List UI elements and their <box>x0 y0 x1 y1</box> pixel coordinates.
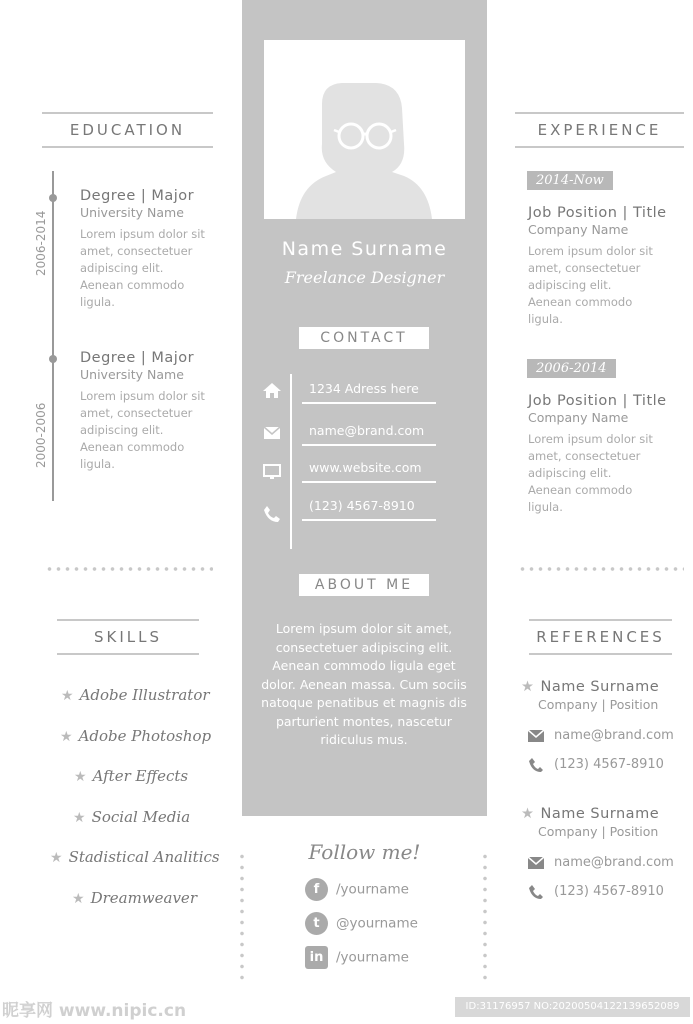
star-icon: ★ <box>521 806 535 822</box>
twitter-icon: t <box>305 912 328 935</box>
education-entry <box>80 188 230 311</box>
star-icon: ★ <box>60 729 73 745</box>
watermark-id: ID:31176957 NO:20200504122139652089 <box>455 997 690 1017</box>
star-icon: ★ <box>521 679 535 695</box>
education-description: Lorem ipsum dolor sit amet, consectetuer adipiscing elit. Aenean commodo ligula. <box>80 227 205 309</box>
social-linkedin[interactable]: in /yourname <box>305 946 409 969</box>
watermark-logo: 昵享网 www.nipic.cn <box>2 1001 187 1021</box>
job-title: Job Position | Title <box>528 393 667 409</box>
reference-name: Name Surname <box>540 806 660 822</box>
email-icon <box>527 729 545 743</box>
contact-phone: (123) 4567-8910 <box>302 498 436 521</box>
star-icon: ★ <box>72 891 85 907</box>
job-description: Lorem ipsum dolor sit amet, consectetuer adipiscing elit. Aenean commodo ligula. <box>528 432 653 514</box>
reference-email[interactable]: name@brand.com <box>554 855 674 870</box>
education-title: EDUCATION <box>42 112 213 148</box>
dotted-divider <box>45 567 213 571</box>
education-years: 2006-2014 <box>34 210 48 276</box>
about-title: ABOUT ME <box>299 574 429 596</box>
experience-years-tag: 2006-2014 <box>527 359 616 378</box>
dotted-divider <box>240 851 244 981</box>
about-text: Lorem ipsum dolor sit amet, consectetuer adipiscing elit. Aenean commodo ligula eget dolor. Aenean massa. Cum sociis natoque penatibus et magnis dis parturient montes, nascetur ridiculus mus. <box>261 621 467 747</box>
phone-icon <box>262 505 282 523</box>
star-icon: ★ <box>73 810 86 826</box>
experience-entry <box>528 393 688 516</box>
reference-phone: (123) 4567-8910 <box>554 884 664 899</box>
reference-entry <box>521 806 691 839</box>
email-icon <box>527 856 545 870</box>
linkedin-icon: in <box>305 946 328 969</box>
education-degree: Degree | Major <box>80 188 195 204</box>
profile-role: Freelance Designer <box>284 268 445 287</box>
monitor-icon <box>262 463 282 481</box>
reference-name: Name Surname <box>540 679 660 695</box>
avatar-icon <box>264 40 465 219</box>
timeline-dot <box>49 355 57 363</box>
reference-position: Company | Position <box>538 824 659 839</box>
profile-photo <box>264 40 465 219</box>
facebook-icon: f <box>305 878 328 901</box>
experience-entry <box>528 205 688 328</box>
education-degree: Degree | Major <box>80 350 195 366</box>
skill-item: ★ Stadistical Analitics <box>50 848 220 866</box>
contact-email[interactable]: name@brand.com <box>302 423 436 446</box>
job-company: Company Name <box>528 222 629 237</box>
contact-website[interactable]: www.website.com <box>302 460 436 483</box>
education-school: University Name <box>80 367 184 382</box>
reference-position: Company | Position <box>538 697 659 712</box>
profile-name: Name Surname <box>281 238 448 260</box>
phone-icon <box>528 757 544 773</box>
contact-divider <box>290 374 292 549</box>
experience-years-tag: 2014-Now <box>527 171 613 190</box>
education-entry <box>80 350 230 473</box>
social-facebook[interactable]: f /yourname <box>305 878 409 901</box>
skill-item: ★ Dreamweaver <box>72 889 197 907</box>
contact-title: CONTACT <box>299 327 429 349</box>
star-icon: ★ <box>61 688 74 704</box>
job-description: Lorem ipsum dolor sit amet, consectetuer adipiscing elit. Aenean commodo ligula. <box>528 244 653 326</box>
job-title: Job Position | Title <box>528 205 667 221</box>
reference-entry <box>521 679 691 712</box>
follow-title: Follow me! <box>308 840 421 864</box>
education-description: Lorem ipsum dolor sit amet, consectetuer adipiscing elit. Aenean commodo ligula. <box>80 389 205 471</box>
skill-item: ★ Adobe Illustrator <box>61 686 210 704</box>
timeline-dot <box>49 194 57 202</box>
phone-icon <box>528 884 544 900</box>
reference-email[interactable]: name@brand.com <box>554 728 674 743</box>
skills-title: SKILLS <box>57 619 199 655</box>
dotted-divider <box>518 567 684 571</box>
skill-item: ★ Adobe Photoshop <box>60 727 212 745</box>
education-timeline <box>52 171 54 501</box>
dotted-divider <box>483 851 487 981</box>
job-company: Company Name <box>528 410 629 425</box>
social-twitter[interactable]: t @yourname <box>305 912 418 935</box>
education-years: 2000-2006 <box>34 402 48 468</box>
email-icon <box>262 424 282 442</box>
contact-address: 1234 Adress here <box>302 381 436 404</box>
home-icon <box>262 381 282 399</box>
skill-item: ★ Social Media <box>73 808 191 826</box>
star-icon: ★ <box>74 769 87 785</box>
education-school: University Name <box>80 205 184 220</box>
references-title: REFERENCES <box>529 619 672 655</box>
star-icon: ★ <box>50 850 63 866</box>
reference-phone: (123) 4567-8910 <box>554 757 664 772</box>
skill-item: ★ After Effects <box>74 767 189 785</box>
experience-title: EXPERIENCE <box>515 112 684 148</box>
